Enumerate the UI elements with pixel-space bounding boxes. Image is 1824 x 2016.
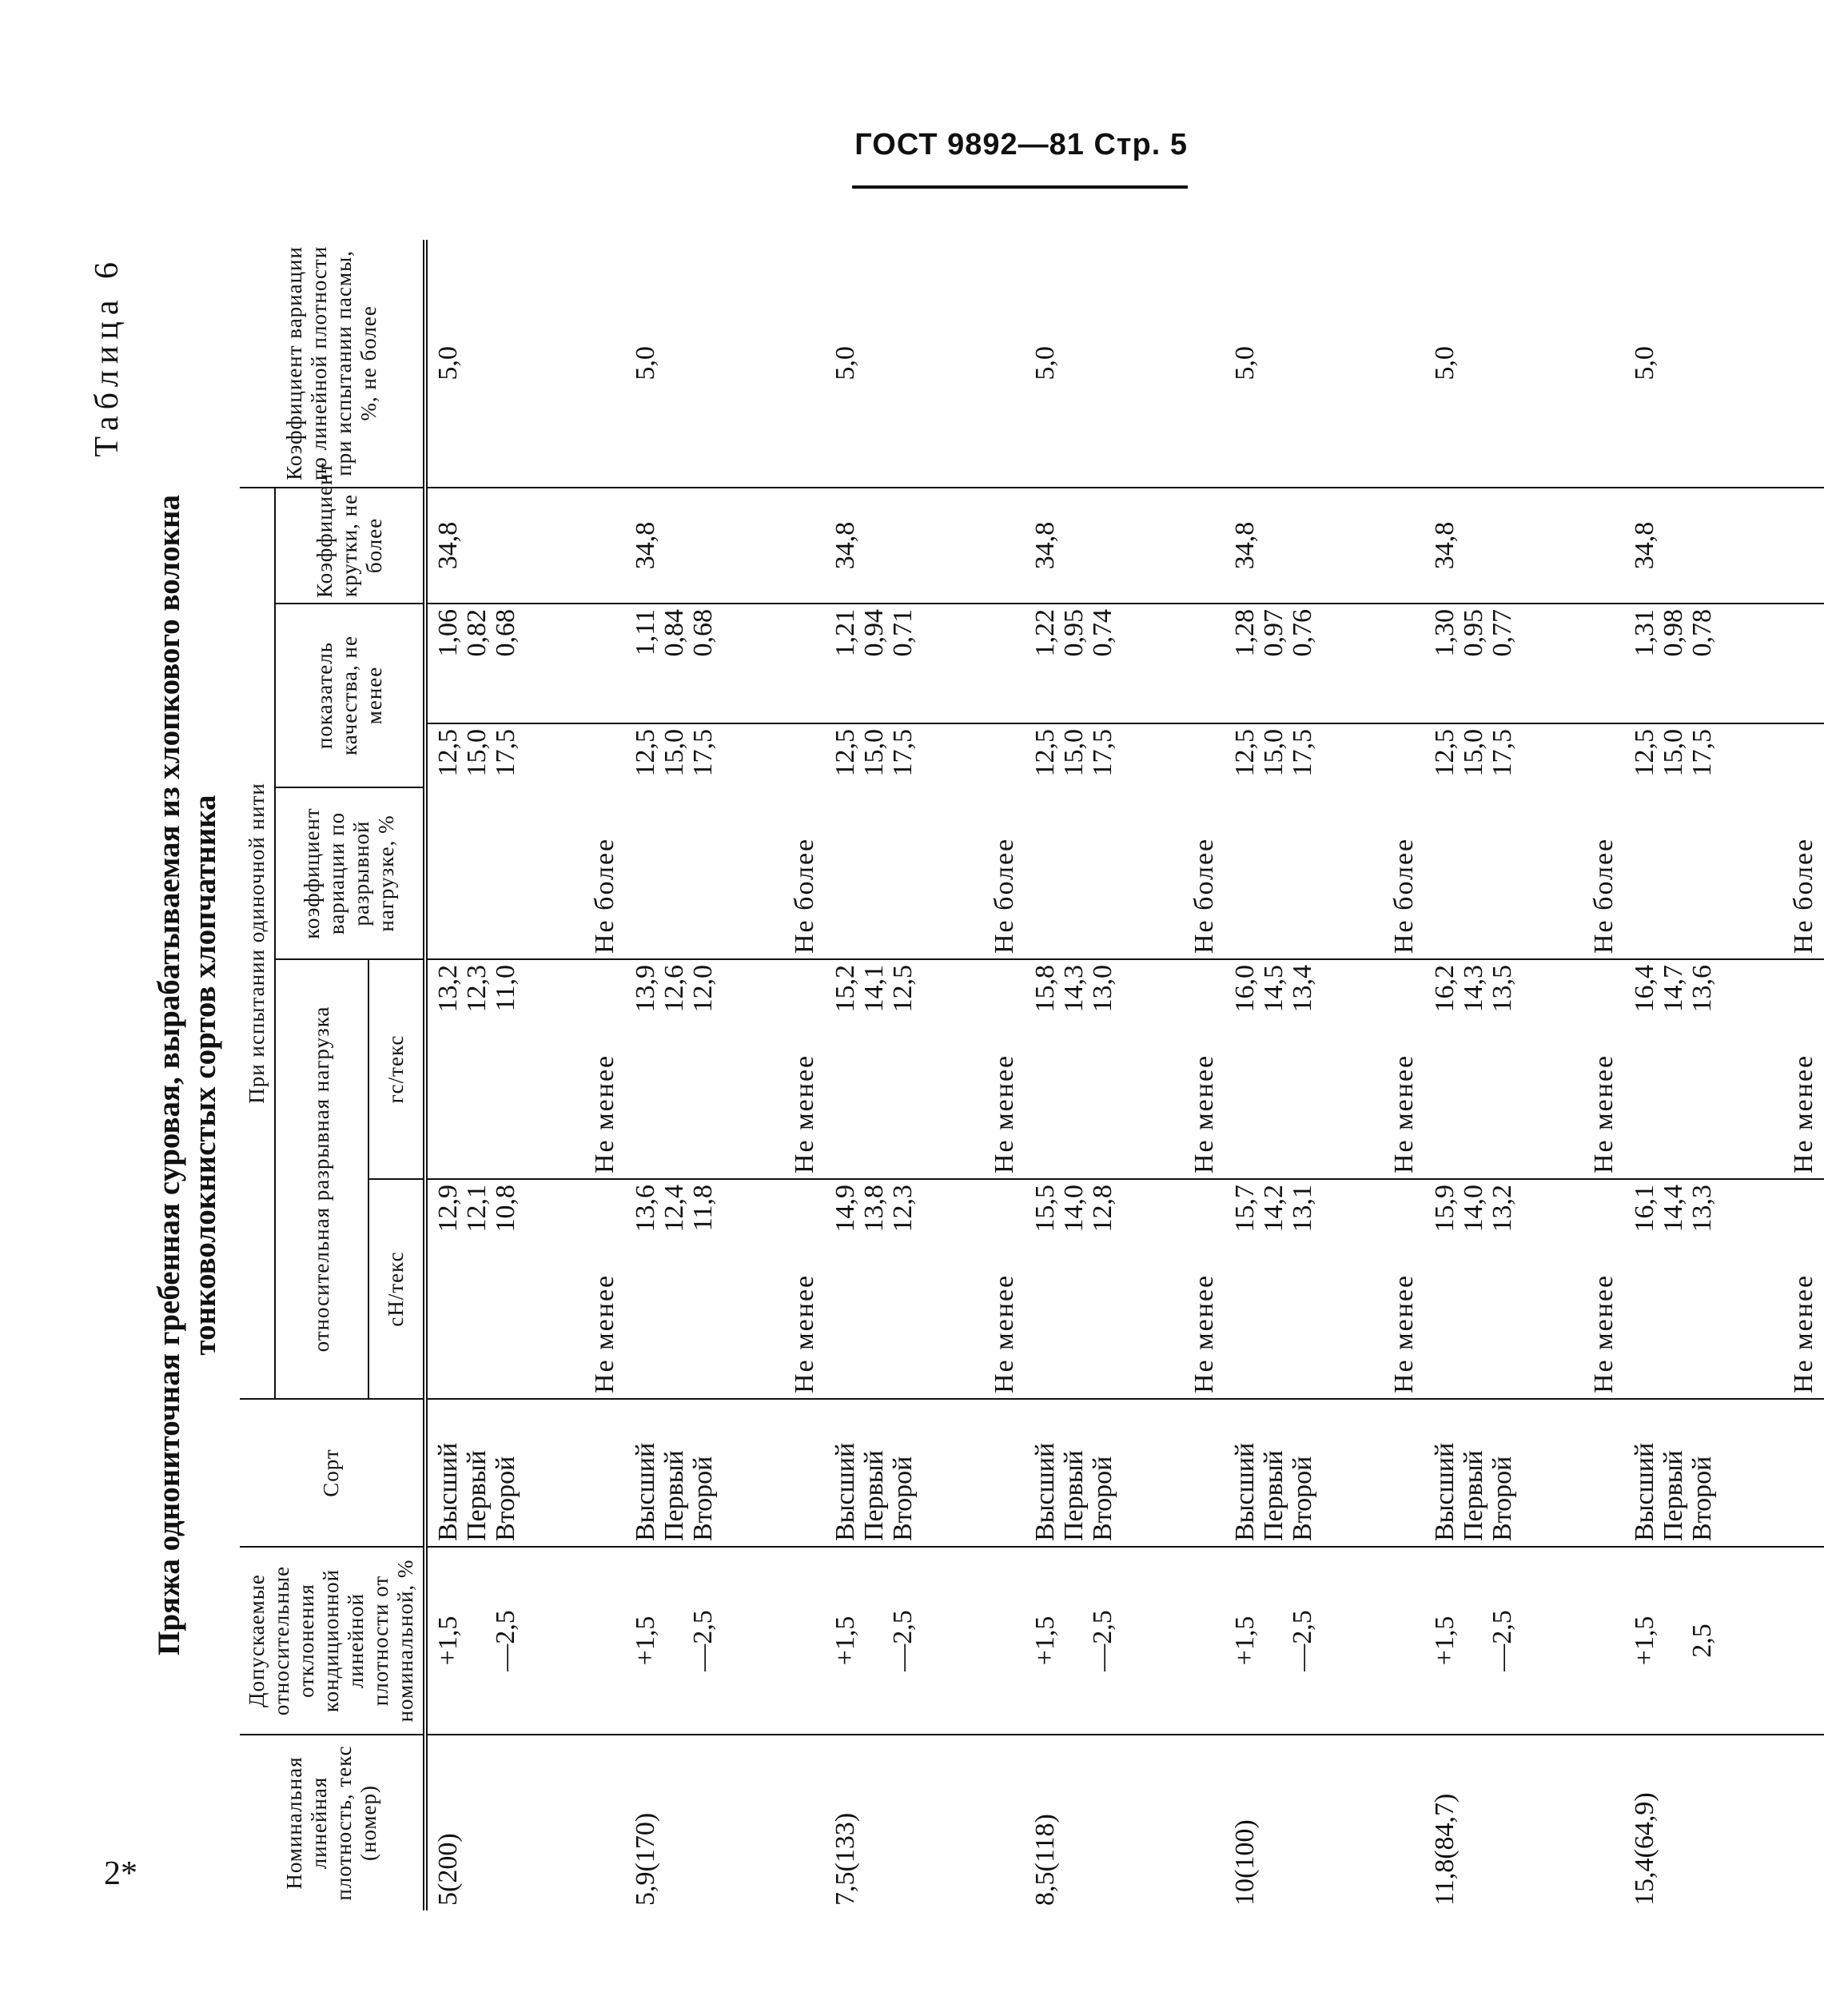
page-mark: 2* — [104, 1855, 137, 1892]
cv-density-value: 5,0 — [625, 240, 825, 488]
not-less-label: Не менее — [1225, 1287, 1424, 1399]
twist-value: 34,8 — [1624, 488, 1824, 604]
cv-density-value: 5,0 — [1225, 240, 1424, 488]
twist-value: 34,8 — [825, 488, 1025, 604]
caption-line-1: Пряжа однониточная гребенная суровая, вырабатываемая из хлопкового волокна — [152, 494, 186, 1656]
table-number: Таблица 6 — [89, 256, 125, 457]
not-less-label: Не менее — [1424, 1067, 1624, 1179]
col-twist: Коэффициент крутки, не более — [275, 488, 425, 604]
table-row — [1624, 240, 1824, 1910]
nominal-cell: 5(200) — [433, 1833, 464, 1906]
table-row — [1424, 240, 1624, 1910]
not-less-label: Не менее — [1025, 1287, 1225, 1399]
gs-tex-values: 15,2 14,1 12,5 — [830, 965, 918, 1013]
twist-value: 34,8 — [1225, 488, 1424, 604]
table-row — [425, 240, 625, 1910]
cv-load-values: 12,5 15,0 17,5 — [631, 729, 718, 777]
col-gs-tex: гс/текс — [368, 959, 426, 1179]
not-more-label: Не более — [825, 787, 1025, 959]
table-row — [1225, 240, 1424, 1910]
quality-values: 1,06 0,82 0,68 — [425, 604, 625, 723]
deviation-cell: +1,5 —2,5 — [1424, 1547, 1624, 1735]
cv-load-values: 12,5 15,0 17,5 — [1630, 729, 1717, 777]
cn-tex-values: 15,7 14,2 13,1 — [1230, 1185, 1317, 1233]
grade-cell: Высший Первый Второй — [1025, 1399, 1225, 1547]
not-more-label: Не более — [1424, 787, 1624, 959]
cn-tex-values: 15,9 14,0 13,2 — [1430, 1185, 1517, 1233]
gs-tex-values: 16,2 14,3 13,5 — [1430, 965, 1517, 1013]
not-less-label: Не менее — [1624, 1067, 1824, 1179]
not-less-label: Не менее — [1624, 1287, 1824, 1399]
cn-tex-values: 14,9 13,8 12,3 — [830, 1185, 918, 1233]
grade-cell: Высший Первый Второй — [1225, 1399, 1424, 1547]
quality-values: 1,21 0,94 0,71 — [825, 604, 1025, 723]
not-less-label: Не менее — [425, 1067, 625, 1179]
nominal-cell: 15,4(64,9) — [1630, 1792, 1660, 1906]
cv-density-value: 5,0 — [825, 240, 1025, 488]
col-cv-density: Коэффициент вариации по линейной плотности при испытании пасмы, %, не более — [240, 240, 425, 488]
table-row — [1025, 240, 1225, 1910]
not-less-label: Не менее — [1025, 1067, 1225, 1179]
caption-line-2: тонковолокнистых сортов хлопчатника — [187, 795, 222, 1356]
twist-value: 34,8 — [625, 488, 825, 604]
deviation-cell: +1,5 —2,5 — [625, 1547, 825, 1735]
gs-tex-values: 16,0 14,5 13,4 — [1230, 965, 1317, 1013]
cv-density-value: 5,0 — [1624, 240, 1824, 488]
cv-load-values: 12,5 15,0 17,5 — [433, 729, 520, 777]
grade-cell: Высший Первый Второй — [1424, 1399, 1624, 1547]
grade-cell: Высший Первый Второй — [1624, 1399, 1824, 1547]
deviation-cell: +1,5 —2,5 — [425, 1547, 625, 1735]
grade-cell: Высший Первый Второй — [625, 1399, 825, 1547]
deviation-cell: +1,5 —2,5 — [825, 1547, 1025, 1735]
quality-values: 1,28 0,97 0,76 — [1225, 604, 1424, 723]
col-grade: Сорт — [240, 1399, 425, 1547]
col-deviation: Допускаемые относительные отклонения кондиционной линейной плотности от номинальной, % — [240, 1547, 425, 1735]
table-row — [825, 240, 1025, 1910]
cn-tex-values: 12,9 12,1 10,8 — [433, 1185, 520, 1233]
gs-tex-values: 13,9 12,6 12,0 — [631, 965, 718, 1013]
cv-load-values: 12,5 15,0 17,5 — [1430, 729, 1517, 777]
rotated-table-page — [88, 216, 1818, 1934]
cv-load-values: 12,5 15,0 17,5 — [1030, 729, 1117, 777]
not-less-label: Не менее — [625, 1067, 825, 1179]
col-single-thread: При испытании одиночной нити — [240, 488, 275, 1399]
twist-value: 34,8 — [425, 488, 625, 604]
header-rule — [852, 185, 1188, 189]
col-quality: показатель качества, не менее — [275, 604, 425, 787]
yarn-table — [240, 240, 1824, 1910]
col-cv-load: коэффициент вариации по разрывной нагрузке, % — [275, 787, 425, 959]
cv-density-value: 5,0 — [1025, 240, 1225, 488]
grade-cell: Высший Первый Второй — [425, 1399, 625, 1547]
cn-tex-values: 13,6 12,4 11,8 — [631, 1185, 718, 1233]
col-nominal: Номинальная линейная плотность, текс (номер) — [240, 1735, 425, 1910]
not-less-label: Не менее — [825, 1067, 1025, 1179]
not-less-label: Не менее — [1424, 1287, 1624, 1399]
not-more-label: Не более — [1624, 787, 1824, 959]
not-more-label: Не более — [1025, 787, 1225, 959]
not-less-label: Не менее — [825, 1287, 1025, 1399]
nominal-cell: 10(100) — [1230, 1819, 1260, 1906]
table-row — [625, 240, 825, 1910]
cv-load-values: 12,5 15,0 17,5 — [830, 729, 918, 777]
quality-values: 1,31 0,98 0,78 — [1624, 604, 1824, 723]
quality-values: 1,30 0,95 0,77 — [1424, 604, 1624, 723]
twist-value: 34,8 — [1025, 488, 1225, 604]
deviation-cell: +1,5 —2,5 — [1225, 1547, 1424, 1735]
cv-density-value: 5,0 — [1424, 240, 1624, 488]
cv-load-values: 12,5 15,0 17,5 — [1230, 729, 1317, 777]
gs-tex-values: 16,4 14,7 13,6 — [1630, 965, 1717, 1013]
gs-tex-values: 13,2 12,3 11,0 — [433, 965, 520, 1013]
quality-values: 1,11 0,84 0,68 — [625, 604, 825, 723]
cn-tex-values: 16,1 14,4 13,3 — [1630, 1185, 1717, 1233]
not-less-label: Не менее — [1225, 1067, 1424, 1179]
standard-header: ГОСТ 9892—81 Стр. 5 — [854, 128, 1188, 161]
nominal-cell: 11,8(84,7) — [1430, 1793, 1460, 1906]
not-more-label: Не более — [1225, 787, 1424, 959]
nominal-cell: 8,5(118) — [1030, 1814, 1061, 1906]
col-cn-tex: сН/текс — [368, 1179, 426, 1399]
quality-values: 1,22 0,95 0,74 — [1025, 604, 1225, 723]
deviation-cell: +1,5 2,5 — [1624, 1547, 1824, 1735]
cn-tex-values: 15,5 14,0 12,8 — [1030, 1185, 1117, 1233]
deviation-cell: +1,5 —2,5 — [1025, 1547, 1225, 1735]
not-less-label: Не менее — [425, 1287, 625, 1399]
not-more-label: Не более — [425, 787, 625, 959]
nominal-cell: 5,9(170) — [631, 1812, 661, 1906]
cv-density-value: 5,0 — [425, 240, 625, 488]
not-more-label: Не более — [625, 787, 825, 959]
gs-tex-values: 15,8 14,3 13,0 — [1030, 965, 1117, 1013]
nominal-cell: 7,5(133) — [830, 1812, 861, 1906]
twist-value: 34,8 — [1424, 488, 1624, 604]
table-caption — [152, 336, 224, 1815]
not-less-label: Не менее — [625, 1287, 825, 1399]
col-breaking-load: относительная разрывная нагрузка — [275, 959, 368, 1399]
grade-cell: Высший Первый Второй — [825, 1399, 1025, 1547]
